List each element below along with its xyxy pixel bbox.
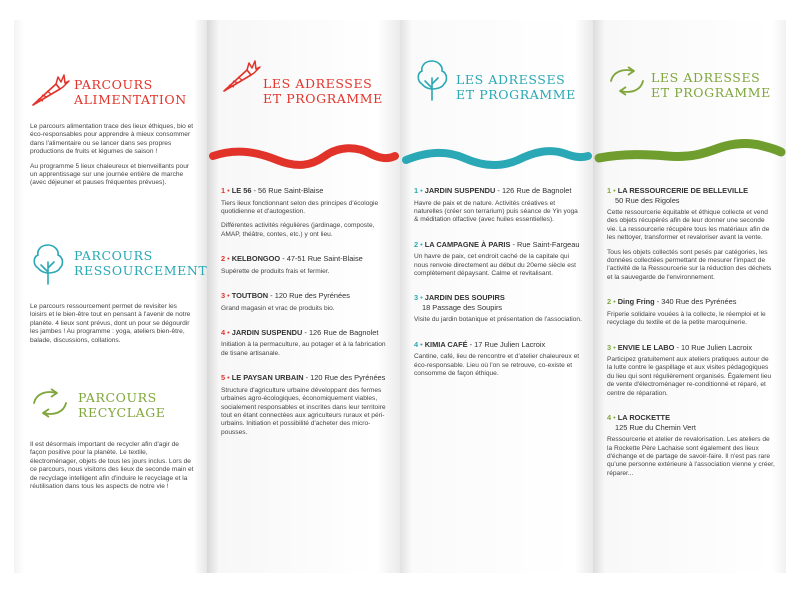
bullet-dot: •: [227, 327, 230, 337]
item-heading: 5 • LE PAYSAN URBAIN - 120 Rue des Pyrénées: [221, 373, 386, 383]
alimentation-paragraph-2: Au programme 5 lieux chaleureux et bienveillants pour un apprentissage sur une journée entière de marche (avec déjeuner et pauses fréquentes prévues).: [30, 162, 190, 187]
item-address: 56 Rue Saint-Blaise: [258, 186, 324, 195]
item-address: 126 Rue de Bagnolet: [308, 327, 379, 337]
item-name: ENVIE LE LABO: [617, 342, 675, 352]
recyclage-header: [30, 386, 166, 420]
alimentation-text: [30, 123, 195, 194]
list-item: [221, 186, 389, 239]
item-number: 3: [607, 342, 612, 352]
item-number: 2: [607, 297, 612, 307]
recyclage-title-line2: RECYCLAGE: [78, 405, 166, 420]
list-item: [414, 240, 582, 279]
item-heading: 4 • KIMIA CAFÉ - 17 Rue Julien Lacroix: [414, 339, 546, 349]
item-heading: [607, 186, 775, 205]
item-name: LA RESSOURCERIE DE BELLEVILLE: [617, 186, 749, 195]
bullet-dot: •: [420, 186, 423, 195]
ressourcement-text: [30, 303, 195, 351]
panel3-title-line2: ET PROGRAMME: [456, 87, 576, 102]
panel3-title-line1: LES ADRESSES: [456, 72, 566, 87]
item-heading: 1 • LE 56 - 56 Rue Saint-Blaise: [221, 186, 324, 195]
alimentation-header: [30, 72, 187, 108]
ressourcement-title-line2: RESSOURCEMENT: [74, 263, 208, 278]
item-number: 4: [414, 339, 419, 349]
green-brush-stroke: [593, 134, 786, 174]
item-description: Supérette de produits frais et fermier.: [221, 267, 330, 275]
panel3-title: [456, 72, 576, 102]
list-item: [221, 254, 389, 276]
bullet-dot: •: [613, 186, 616, 195]
item-description: Friperie solidaire vouées à la collecte, le réemploi et le recyclage du textile et de la petite maroquinerie.: [607, 310, 766, 327]
item-number: 5: [221, 373, 226, 383]
item-name: KIMIA CAFÉ: [424, 339, 468, 349]
item-heading: 2 • LA CAMPAGNE À PARIS - Rue Saint-Fargeau: [414, 239, 580, 249]
item-heading: 2 • KELBONGOO - 47-51 Rue Saint-Blaise: [221, 254, 363, 264]
panel2-header: [221, 58, 383, 106]
list-item: [221, 328, 389, 358]
item-name: LE PAYSAN URBAIN: [231, 373, 304, 383]
item-address: 126 Rue de Bagnolet: [501, 186, 572, 195]
item-name: JARDIN DES SOUPIRS: [424, 293, 505, 303]
bullet-dot: •: [227, 291, 230, 301]
panel4-title-line2: ET PROGRAMME: [651, 85, 771, 100]
list-item: [414, 186, 582, 225]
panel4-header: [607, 64, 771, 100]
item-address: 125 Rue du Chemin Vert: [615, 422, 696, 432]
item-address: 10 Rue Julien Lacroix: [680, 342, 753, 352]
ressourcement-header: [30, 242, 207, 286]
item-description: Initiation à la permaculture, au potager et à la fabrication de tisane artisanale.: [221, 341, 386, 357]
item-address: 120 Rue des Pyrénées: [274, 291, 350, 301]
list-item: [221, 373, 389, 437]
list-item: [414, 293, 582, 324]
item-heading: [414, 293, 582, 312]
bullet-dot: •: [613, 413, 616, 423]
tree-icon: [414, 58, 450, 102]
bullet-dot: •: [420, 339, 423, 349]
tree-icon: [30, 242, 66, 286]
ressourcement-title-line1: PARCOURS: [74, 248, 153, 263]
bullet-dot: •: [227, 373, 230, 383]
item-heading: 4 • JARDIN SUSPENDU - 126 Rue de Bagnolet: [221, 327, 379, 337]
item-description: Cantine, café, lieu de rencontre et d'atelier chaleureux et éco-responsable. Lieu où l'on se retrouve, co-existe et consomme de façon éthique.: [414, 353, 580, 378]
panel4-list: [607, 186, 775, 493]
item-address: 120 Rue des Pyrénées: [310, 373, 386, 383]
list-item: [607, 297, 775, 327]
bullet-dot: •: [227, 254, 230, 264]
item-description: Visite du jardin botanique et présentation de l'association.: [414, 316, 582, 324]
panel4-title: [651, 70, 771, 100]
item-number: 4: [607, 413, 612, 423]
item-number: 4: [221, 327, 226, 337]
item-description-2: Tous les objets collectés sont pesés par catégories, les données collectées permettant de mesurer l'impact de l'activité de la Ressourcerie sur la réduction des déchets et la sauvegarde de l'environnement.: [607, 248, 772, 281]
list-item: [607, 186, 775, 282]
bullet-dot: •: [227, 186, 230, 195]
panel3-header: [414, 58, 576, 102]
item-heading: 3 • ENVIE LE LABO - 10 Rue Julien Lacroix: [607, 342, 753, 352]
panel2-list: [221, 186, 389, 452]
item-address: 17 Rue Julien Lacroix: [474, 339, 546, 349]
panel2-title-line2: ET PROGRAMME: [263, 91, 383, 106]
item-address: Rue Saint-Fargeau: [516, 239, 580, 249]
red-brush-stroke: [207, 138, 400, 178]
item-number: 1: [221, 186, 226, 195]
recyclage-paragraph: Il est désormais important de recycler afin d'agir de façon positive pour la planète. Le textile, électroménager, objets de tous les jours inclus. Lors de ce parcours, nous visitons des lieux de seconde main et de recyclage intelligent afin d'induire le recyclage et la réutilisation dans tous les aspects de notre vie !: [30, 441, 194, 491]
item-number: 3: [221, 291, 226, 301]
carrot-icon: [30, 72, 70, 108]
teal-brush-stroke: [400, 138, 593, 178]
panel-ressourcement-programme: [400, 20, 593, 573]
item-name: JARDIN SUSPENDU: [424, 186, 496, 195]
item-description: Grand magasin et vrac de produits bio.: [221, 304, 335, 312]
item-description: Tiers lieux fonctionnant selon des principes d'écologie quotidienne et d'autogestion.: [221, 199, 379, 215]
panel-recyclage-programme: [593, 20, 786, 573]
item-name: Ding Fring: [617, 297, 655, 307]
item-name: JARDIN SUSPENDU: [231, 327, 303, 337]
panel-alimentation-programme: [207, 20, 400, 573]
bullet-dot: •: [420, 239, 423, 249]
list-item: [607, 413, 775, 478]
recycle-arrows-icon: [607, 64, 647, 98]
item-name: TOUTBON: [231, 291, 269, 301]
ressourcement-title: [74, 248, 207, 278]
recyclage-title-line1: PARCOURS: [78, 390, 157, 405]
list-item: [414, 340, 582, 379]
item-number: 2: [414, 239, 419, 249]
item-number: 1: [414, 186, 419, 195]
item-name: LA CAMPAGNE À PARIS: [424, 239, 511, 249]
bullet-dot: •: [420, 293, 423, 303]
brochure: [14, 20, 786, 573]
item-heading: 1 • JARDIN SUSPENDU - 126 Rue de Bagnolet: [414, 186, 572, 195]
recyclage-text: [30, 441, 195, 497]
item-heading: 3 • TOUTBON - 120 Rue des Pyrénées: [221, 291, 350, 301]
item-number: 2: [221, 254, 226, 264]
alimentation-title: [74, 77, 187, 107]
item-name: LA ROCKETTE: [617, 413, 670, 423]
alimentation-title-line1: PARCOURS: [74, 77, 153, 92]
recycle-arrows-icon: [30, 386, 70, 420]
ressourcement-paragraph: Le parcours ressourcement permet de revisiter les loisirs et le bien-être tout en pensant à l'avenir de notre planète. 4 lieux sont prévus, dont un pour se dégourdir les jambes ! Au programme : yoga, ateliers bien-être, balade, discussions, collations.: [30, 303, 191, 344]
panel-parcours: [14, 20, 207, 573]
panel2-title: [263, 76, 383, 106]
item-address: 47-51 Rue Saint-Blaise: [286, 254, 363, 264]
alimentation-title-line2: ALIMENTATION: [74, 92, 187, 107]
bullet-dot: •: [613, 297, 616, 307]
item-description: Havre de paix et de nature. Activités créatives et naturelles (créer son terrarium) puis séance de Yin yoga & méditation olfactive (avec huiles essentielles).: [414, 199, 578, 224]
item-address: 340 Rue des Pyrénées: [661, 297, 737, 307]
item-description: Structure d'agriculture urbaine développant des fermes urbaines agro-écologiques, économiquement viables, socialement responsables et inscrites dans leur territoire tout en étant connectées aux agriculteurs ruraux et péri-urbains. Initiation et possibilité d'acheter des micro-pousses.: [221, 386, 386, 436]
item-name: LE 56: [231, 186, 252, 195]
item-number: 1: [607, 186, 612, 195]
item-address: 18 Passage des Soupirs: [422, 302, 503, 312]
panel4-title-line1: LES ADRESSES: [651, 70, 761, 85]
item-address: 50 Rue des Rigoles: [615, 195, 680, 205]
recyclage-title: [78, 390, 166, 420]
alimentation-paragraph-1: Le parcours alimentation trace des lieux éthiques, bio et éco-responsables pour apprendre à mieux consommer dans l'alimentaire ou se lancer dans ses propres productions de fruits et légumes de saison !: [30, 123, 194, 156]
item-name: KELBONGOO: [231, 254, 281, 264]
panel2-title-line1: LES ADRESSES: [263, 76, 373, 91]
list-item: [607, 343, 775, 399]
item-description: Participez gratuitement aux ateliers pratiques autour de la lutte contre le gaspillage et aux visites pédagogiques du lieu qui sont régulièrement organisés. Également lieu de vente d'électroménager re-conditionné et réparé, et centre de réparation.: [607, 356, 772, 397]
item-number: 3: [414, 293, 419, 303]
item-heading: [607, 413, 775, 432]
item-description: Cette ressourcerie équitable et éthique collecte et vend des objets récupérés afin de leur donner une seconde vie. La ressourcerie récupère tous les matériaux afin de les nettoyer, transformer et revaloriser avant la vente.: [607, 209, 770, 242]
item-heading: 2 • Ding Fring - 340 Rue des Pyrénées: [607, 297, 737, 307]
item-description: Ressourcerie et atelier de revalorisation. Les ateliers de la Rockette Père Lachaise sont également des lieux d'échange et de partage de savoir-faire. Il n'est pas rare qu'une personne extérieure à l'association vienne y créer, réparer...: [607, 436, 775, 477]
item-description-2: Différentes activités régulières (jardinage, composte, AMAP, théâtre, contes, etc.) y ont lieu.: [221, 222, 375, 238]
list-item: [221, 291, 389, 313]
panel3-list: [414, 186, 582, 394]
carrot-icon: [221, 58, 261, 94]
item-description: Un havre de paix, cet endroit caché de la capitale qui nous renvoie directement au début du 20eme siècle est complètement dépaysant. Calme et revitalisant.: [414, 253, 577, 278]
bullet-dot: •: [613, 342, 616, 352]
